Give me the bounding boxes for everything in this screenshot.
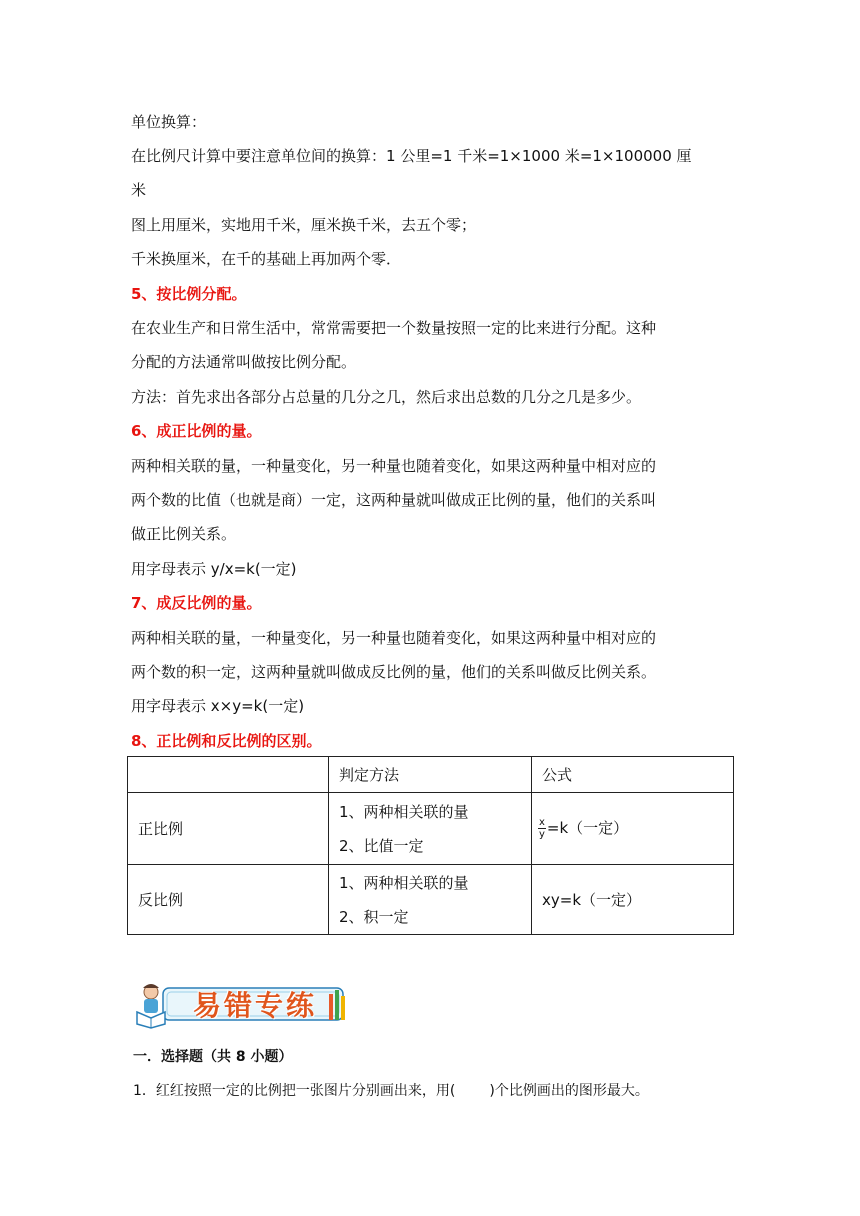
question-text: )个比例画出的图形最大。: [489, 1083, 649, 1099]
method-line: 1、两种相关联的量: [339, 873, 469, 892]
banner-title: 易错专练: [193, 989, 318, 1022]
section-heading-7: 7、成反比例的量。: [131, 594, 262, 612]
table-cell-name: 正比例: [128, 793, 329, 865]
fraction-denominator: y: [539, 829, 545, 840]
formula-rest: =k（一定）: [546, 819, 629, 837]
section-heading-6: 6、成正比例的量。: [131, 422, 262, 440]
text-line: 图上用厘米，实地用千米，厘米换千米，去五个零；: [131, 216, 477, 234]
text-line: 两种相关联的量，一种量变化，另一种量也随着变化，如果这两种量中相对应的: [131, 457, 657, 475]
section-heading-5: 5、按比例分配。: [131, 285, 247, 303]
table-row: [128, 793, 734, 865]
table-header-cell: [128, 757, 329, 793]
section-title: 一．选择题（共 8 小题）: [133, 1049, 293, 1065]
table-cell-method: [329, 793, 532, 865]
text-line: 做正比例关系。: [131, 525, 237, 543]
question-text: 1．红红按照一定的比例把一张图片分别画出来，用(: [133, 1083, 456, 1099]
table-header-cell: 公式: [532, 757, 734, 793]
question-1: [133, 1080, 649, 1100]
table-cell-formula: xy=k（一定）: [532, 865, 734, 935]
text-line: 两个数的积一定，这两种量就叫做成反比例的量，他们的关系叫做反比例关系。: [131, 663, 657, 681]
comparison-table: [127, 756, 734, 935]
table-header-row: [128, 757, 734, 793]
text-line: 分配的方法通常叫做按比例分配。: [131, 353, 357, 371]
error-practice-banner: [133, 978, 348, 1030]
section-heading-8: 8、正比例和反比例的区别。: [131, 732, 322, 750]
text-line: 米: [131, 181, 147, 199]
table-cell-formula: [532, 793, 734, 865]
fraction-numerator: x: [539, 817, 545, 828]
table-cell-name: 反比例: [128, 865, 329, 935]
method-line: 2、比值一定: [339, 836, 424, 855]
text-line: 两种相关联的量，一种量变化，另一种量也随着变化，如果这两种量中相对应的: [131, 629, 657, 647]
text-line: 在比例尺计算中要注意单位间的换算：1 公里=1 千米=1×1000 米=1×100000 厘: [131, 147, 692, 165]
student-reading-icon: [137, 984, 165, 1028]
fraction: [538, 817, 546, 840]
formula-line: 用字母表示 y/x=k(一定): [131, 560, 297, 578]
method-line: 2、积一定: [339, 907, 409, 926]
method-line: 1、两种相关联的量: [339, 802, 469, 821]
text-line: 千米换厘米，在千的基础上再加两个零．: [131, 250, 402, 268]
text-line: 方法：首先求出各部分占总量的几分之几，然后求出总数的几分之几是多少。: [131, 388, 642, 406]
formula-line: 用字母表示 x×y=k(一定): [131, 697, 305, 715]
table-cell-method: [329, 865, 532, 935]
text-line: 在农业生产和日常生活中，常常需要把一个数量按照一定的比来进行分配。这种: [131, 319, 657, 337]
table-row: [128, 865, 734, 935]
unit-conversion-title: 单位换算：: [131, 113, 207, 131]
table-header-cell: 判定方法: [329, 757, 532, 793]
text-line: 两个数的比值（也就是商）一定，这两种量就叫做成正比例的量，他们的关系叫: [131, 491, 657, 509]
